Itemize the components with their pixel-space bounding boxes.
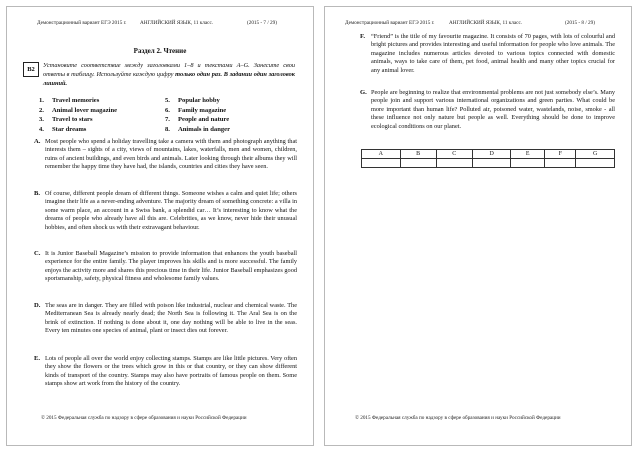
answer-letter: F [545,150,576,159]
answer-letter: G [576,150,615,159]
section-title: Раздел 2. Чтение [133,47,187,55]
page-right [324,6,632,446]
text-body: Of course, different people dream of different things. Someone wishes a calm and quiet life; others imagine their life as a never-ending adventure. The majority dream of something concrete: a villa in some warm place, an account in a Swiss bank, a splendid car… It’s interesting to know what the dreams of people who already have all this are. Celebrities, as we know, never hide their unusual hobbies, and often shock us with their extravagant behaviour. [45,190,297,231]
task-label: B2 [23,62,39,77]
answer-cell[interactable] [576,159,615,168]
heading-item: 5. Popular hobby [165,97,220,104]
text-body: Lots of people all over the world enjoy collecting stamps. Stamps are like little pictures. Very often they show the flowers or the trees which grow in this or that country, or they can show different kinds of transport of the country. Stamps may also have portraits of famous people on them. Some stamps show art work from the history of the country. [45,355,297,388]
instruction-bold-2: . В задании один заголовок лишний. [43,71,295,87]
header-pages: (2015 - 7 / 29) [247,20,277,26]
text-b [34,190,297,232]
answer-cell[interactable] [545,159,576,168]
text-body: Most people who spend a holiday travelling take a camera with them and photograph anything that interests them – sights of a city, views of mountains, lakes, waterfalls, men and women, children, ruins of ancient buildings, and even birds and animals. Later looking through their albums they will remember the happy time they have had, the islands, countries and cities they have seen. [45,138,297,171]
heading-item: 6. Family magazine [165,106,227,114]
header-variant: Демонстрационный вариант ЕГЭ 2015 г. [37,20,127,26]
task-instruction [43,61,295,88]
text-letter: C. [34,250,41,257]
text-body: People are beginning to realize that environmental problems are not just somebody else’s. Many people join and support various international organizations and green parties. What could be more important than human life? Polluted air, poisoned water, wastelands, noise, smoke - all these influence not only nature but people as well. Everything should be done to improve ecological conditions on our planet. [371,89,615,130]
answer-letter: E [511,150,545,159]
headings-column-right [165,97,230,135]
footer: © 2015 Федеральная служба по надзору в сфере образования и науки Российской Федерации [355,415,561,421]
heading-item: 7. People and nature [165,116,230,124]
header-variant: Демонстрационный вариант ЕГЭ 2015 г. [345,20,435,26]
answer-letter: B [400,150,436,159]
text-letter: G. [360,89,367,96]
text-g [360,89,615,131]
text-letter: D. [34,302,41,309]
instruction-bold-1: только один раз [175,71,221,78]
answer-cell[interactable] [362,159,401,168]
text-letter: B. [34,190,41,197]
header-subject: АНГЛИЙСКИЙ ЯЗЫК, 11 класс. [449,20,523,26]
answer-cell[interactable] [472,159,511,168]
instruction-main: Установите соответствие между заголовками 1–8 и текстами A–G. Занесите свои ответы в таблицу. Используйте каждую цифру [43,62,295,78]
header-subject: АНГЛИЙСКИЙ ЯЗЫК, 11 класс. [140,20,214,26]
headings-column-left [39,97,117,135]
answer-table-input-row [362,159,615,168]
answer-cell[interactable] [436,159,472,168]
text-d [34,302,297,336]
text-body: “Friend” is the title of my favourite magazine. It consists of 70 pages, with lots of colourful and bright pictures and provides interesting and useful information for people who love animals. The magazine includes numerous articles devoted to various topics connected with domestic animals, ways to take care of them, pet food, animal health and many other topics crucial for any animal lover. [371,33,615,74]
answer-letter: D [472,150,511,159]
answer-table-letters-row [362,150,615,159]
heading-item: 4. Star dreams [39,125,87,133]
answer-cell[interactable] [400,159,436,168]
text-a [34,138,297,172]
footer: © 2015 Федеральная служба по надзору в сфере образования и науки Российской Федерации [41,415,247,421]
header-pages: (2015 - 8 / 29) [565,20,595,26]
heading-item: 3. Travel to stars [39,116,93,124]
heading-item: 8. Animals in danger [165,125,231,133]
page-left [6,6,314,446]
text-letter: E. [34,355,41,362]
text-c [34,250,297,284]
heading-item: 2. Animal lover magazine [39,106,118,114]
text-f [360,33,615,75]
heading-item: 1. Travel memories [39,97,100,104]
answer-cell[interactable] [511,159,545,168]
answer-letter: C [436,150,472,159]
text-body: It is Junior Baseball Magazine’s mission to provide information that enhances the youth baseball experience for the entire family. The player improves his skills and is more successful. The family enjoys the activity more and shares this precious time in their life. Junior Baseball emphasizes good sportsmanship, safety, physical fitness and wholesome family values. [45,250,297,283]
answer-letter: A [362,150,401,159]
text-body: The seas are in danger. They are filled with poison like industrial, nuclear and chemical waste. The Mediterranean Sea is already nearly dead; the North Sea is following it. The Aral Sea is on the brink of extinction. If nothing is done about it, one day nothing will be able to live in the seas. Every ten minutes one species of animal, plant or insect dies out forever. [45,302,297,335]
text-e [34,355,297,389]
answer-table [361,149,615,168]
text-letter: A. [34,138,41,145]
text-letter: F. [360,33,366,40]
